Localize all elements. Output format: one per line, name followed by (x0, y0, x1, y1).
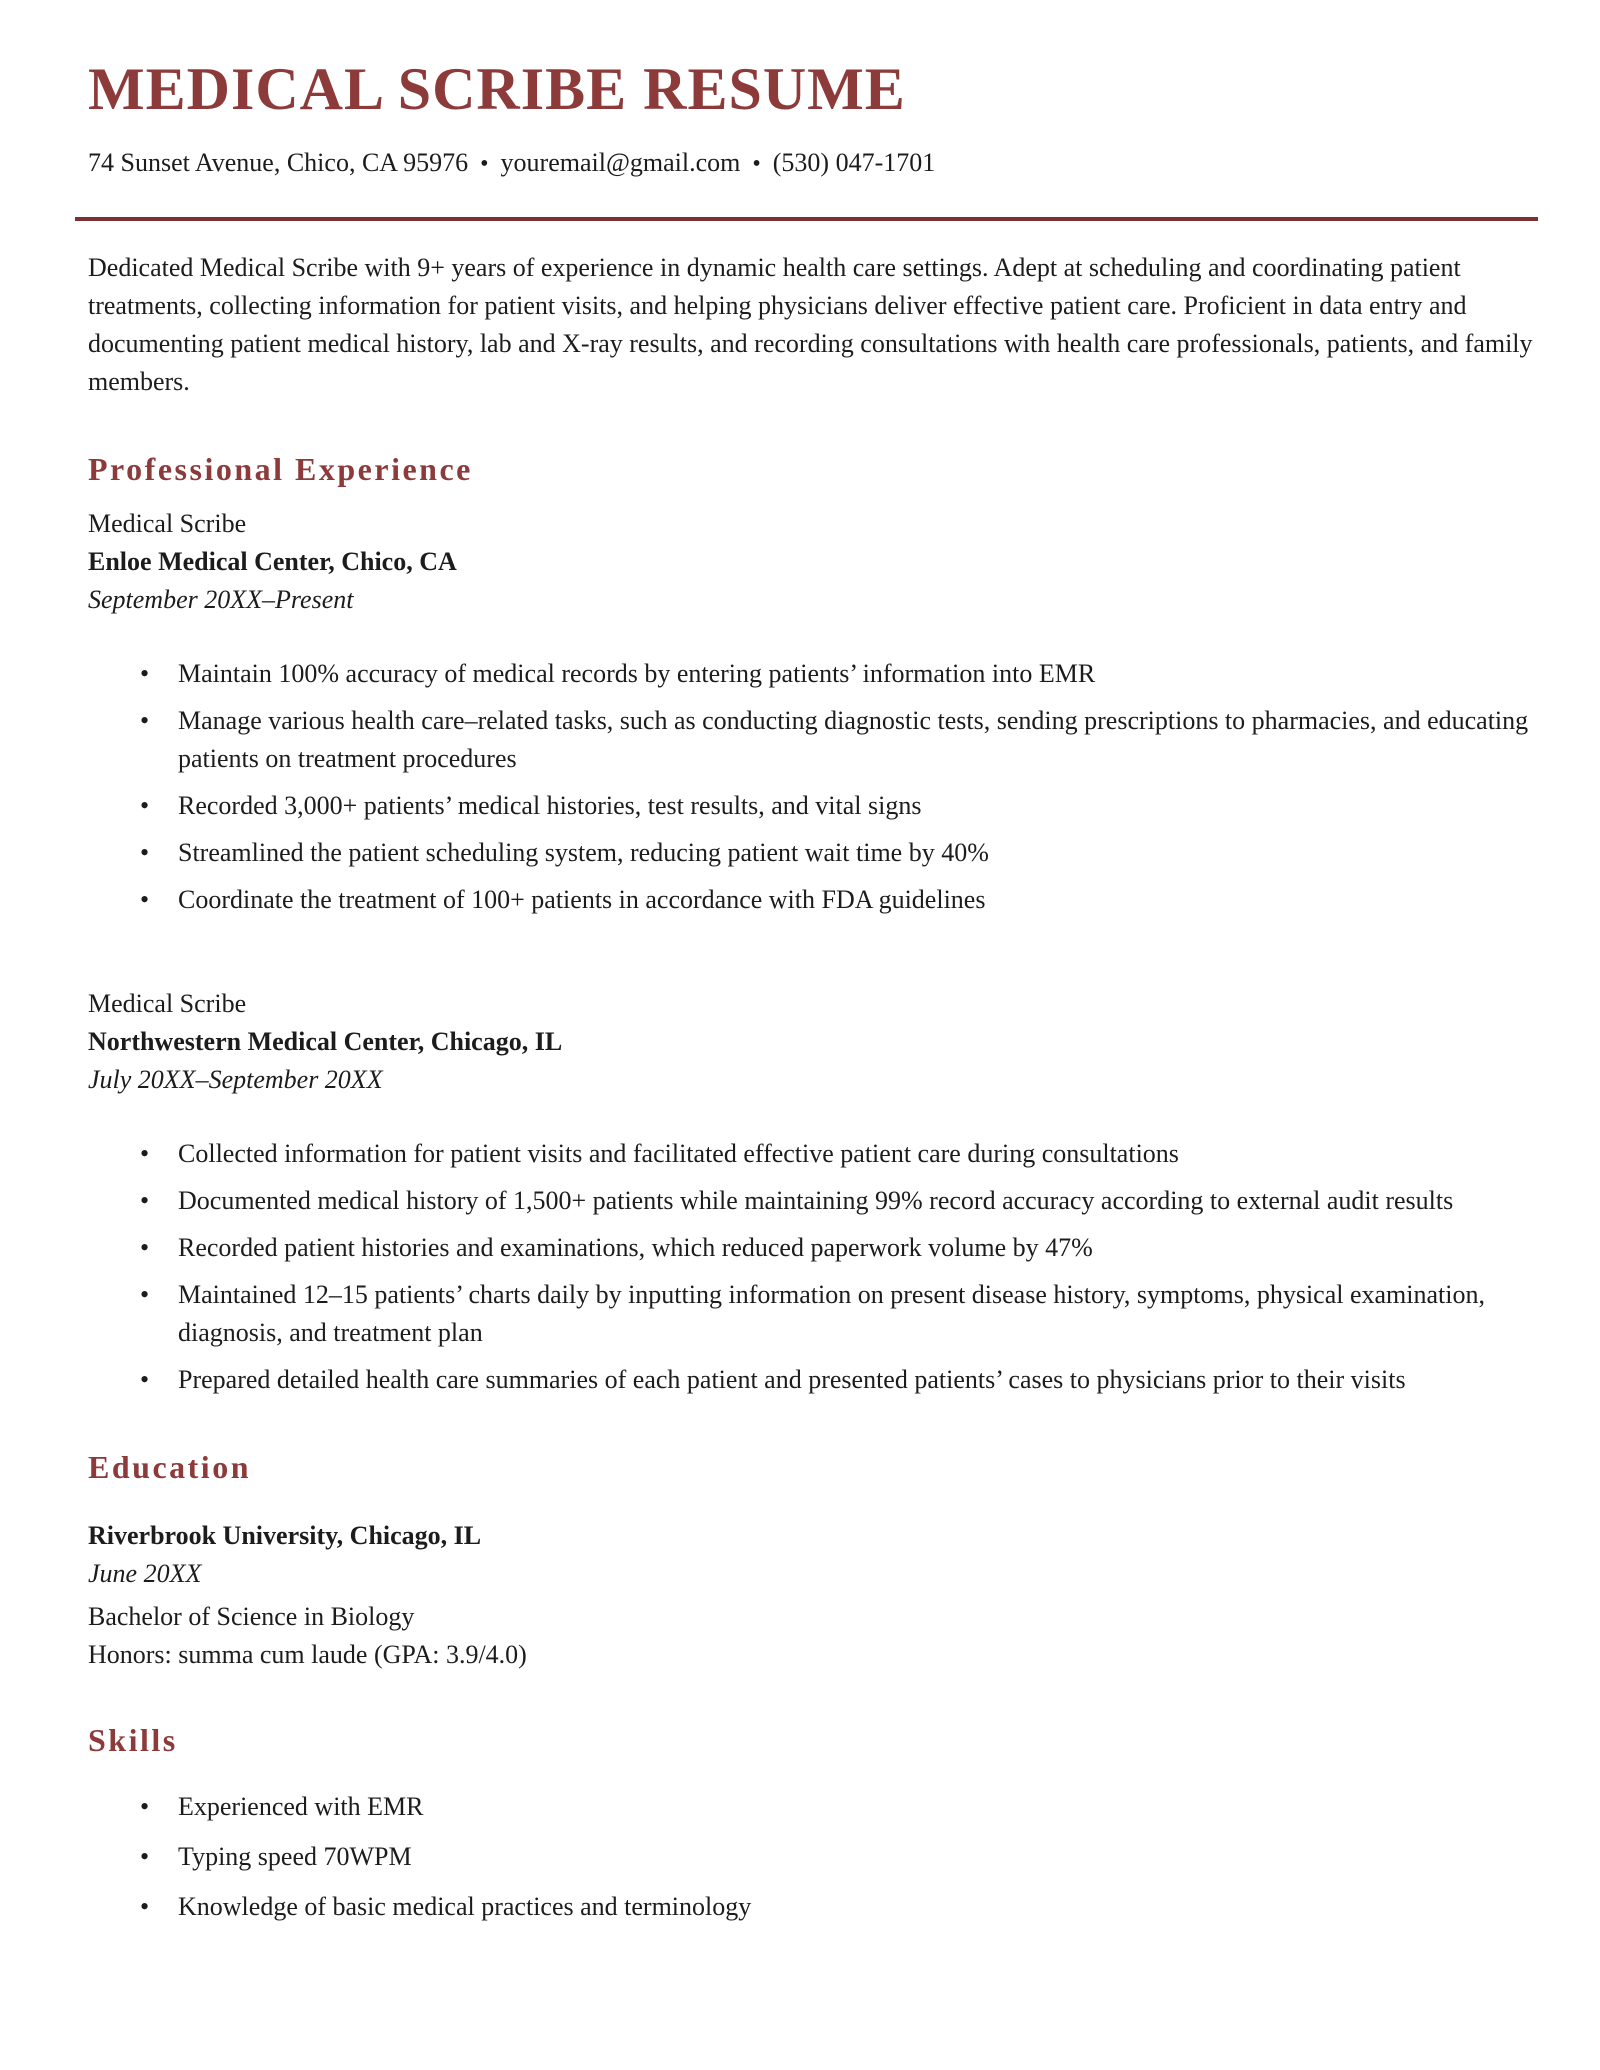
education-school: Riverbrook University, Chicago, IL (88, 1521, 482, 1550)
job-dates: September 20XX–Present (88, 585, 354, 614)
job-bullet: • Maintained 12–15 patients’ charts daily by inputting information on present disease history, symptoms, physical examination, diagnosis, and treatment plan (88, 1276, 1538, 1352)
job-bullet: • Recorded 3,000+ patients’ medical histories, test results, and vital signs (88, 787, 1538, 825)
job-bullet: • Streamlined the patient scheduling system, reducing patient wait time by 40% (88, 834, 1538, 872)
job-company: Enloe Medical Center, Chico, CA (88, 547, 457, 576)
job-bullet: • Manage various health care–related tasks, such as conducting diagnostic tests, sending prescriptions to pharmacies, and educating patients on treatment procedures (88, 702, 1538, 778)
contact-separator-dot: • (752, 151, 761, 177)
contact-address: 74 Sunset Avenue, Chico, CA 95976 (88, 148, 469, 177)
section-heading-experience: Professional Experience (88, 451, 473, 487)
job-bullet: • Recorded patient histories and examinations, which reduced paperwork volume by 47% (88, 1229, 1538, 1267)
job-bullet: • Documented medical history of 1,500+ patients while maintaining 99% record accuracy according to external audit results (88, 1182, 1538, 1220)
education-entry (88, 1517, 1538, 1674)
education-degree: Bachelor of Science in Biology (88, 1602, 415, 1631)
job-entry-northwestern (88, 985, 1538, 1399)
job-bullet: • Collected information for patient visits and facilitated effective patient care during consultations (88, 1135, 1538, 1173)
job-bullet-list (88, 1135, 1538, 1399)
section-heading-education: Education (88, 1449, 251, 1485)
page-title: MEDICAL SCRIBE RESUME (88, 56, 906, 122)
job-header (88, 505, 1538, 619)
contact-email: youremail@gmail.com (500, 148, 741, 177)
job-title: Medical Scribe (88, 989, 247, 1018)
job-entry-enloe (88, 505, 1538, 919)
summary-paragraph: Dedicated Medical Scribe with 9+ years of experience in dynamic health care settings. Adept at scheduling and coordinating patient treatments, collecting information for patient visits, and helping physicians deliver effective patient care. Proficient in data entry and documenting patient medical history, lab and X-ray results, and recording consultations with health care professionals, patients, and family members. (88, 253, 1533, 396)
job-dates: July 20XX–September 20XX (88, 1065, 383, 1094)
header-divider-rule (75, 217, 1538, 221)
skill-item: • Typing speed 70WPM (88, 1838, 1538, 1876)
job-title: Medical Scribe (88, 509, 247, 538)
skill-item: • Knowledge of basic medical practices and terminology (88, 1888, 1538, 1926)
job-bullet: • Prepared detailed health care summaries of each patient and presented patients’ cases to physicians prior to their visits (88, 1361, 1538, 1399)
section-heading-skills: Skills (88, 1722, 178, 1758)
education-date: June 20XX (88, 1559, 202, 1588)
job-bullet: • Coordinate the treatment of 100+ patients in accordance with FDA guidelines (88, 881, 1538, 919)
job-company: Northwestern Medical Center, Chicago, IL (88, 1027, 563, 1056)
contact-phone: (530) 047-1701 (772, 148, 936, 177)
skill-item: • Experienced with EMR (88, 1788, 1538, 1826)
skills-list (88, 1788, 1538, 1926)
contact-separator-dot: • (480, 151, 489, 177)
contact-line (88, 144, 1538, 183)
job-bullet: • Maintain 100% accuracy of medical records by entering patients’ information into EMR (88, 655, 1538, 693)
education-honors: Honors: summa cum laude (GPA: 3.9/4.0) (88, 1640, 527, 1669)
job-header (88, 985, 1538, 1099)
job-bullet-list (88, 655, 1538, 919)
